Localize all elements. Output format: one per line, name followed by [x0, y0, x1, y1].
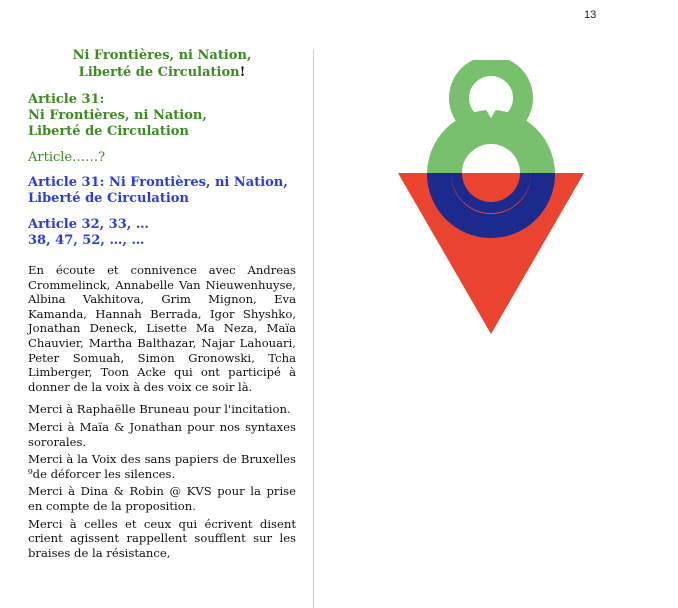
title-exclamation: ! [239, 65, 246, 80]
articles-more-line-2: 38, 47, 52, …, … [28, 233, 145, 248]
article-31-blue [28, 175, 296, 207]
article-31-green-line-2: Ni Frontières, ni Nation, [28, 108, 207, 123]
thanks-item: Merci à celles et ceux qui écrivent disent crient agissent rappellent soufflent sur les braises de la résistance, [28, 516, 296, 560]
article-31-blue-line-1: Article 31: Ni Frontières, ni Nation, [28, 175, 288, 190]
acknowledgement-paragraph: En écoute et connivence avec Andreas Crommelinck, Annabelle Van Nieuwenhuyse, Albina Vakhitova, Grim Mignon, Eva Kamanda, Hannah Berrada, Igor Shyshko, Jonathan Deneck, Lisette Ma Neza, Maïa Chauvier, Martha Balthazar, Najar Lahouari, Peter Somuah, Simon Gronowski, Tcha Limberger, Toon Acke qui ont participé à donner de la voix à des voix ce soir là. [28, 263, 296, 394]
triangle-eight-emblem-icon [398, 60, 584, 336]
article-31-blue-line-2: Liberté de Circulation [28, 191, 189, 206]
left-column [28, 47, 296, 563]
articles-more-line-1: Article 32, 33, … [28, 217, 149, 232]
thanks-item: Merci à Maïa & Jonathan pour nos syntaxes sororales. [28, 419, 296, 449]
page-number: 13 [584, 9, 597, 21]
thanks-list [28, 402, 296, 560]
title-line-2 [28, 64, 296, 81]
articles-more [28, 217, 296, 249]
article-31-green-line-3: Liberté de Circulation [28, 124, 189, 139]
column-divider [313, 50, 314, 608]
title-line-1: Ni Frontières, ni Nation, [72, 48, 252, 63]
thanks-item: Merci à Raphaëlle Bruneau pour l'incitation. [28, 402, 291, 417]
title-line-2-text: Liberté de Circulation [78, 65, 240, 80]
thanks-item: Merci à Dina & Robin @ KVS pour la prise en compte de la proposition. [28, 484, 296, 513]
article-31-green-line-1: Article 31: [28, 92, 105, 107]
page-title [28, 47, 296, 81]
article-placeholder: Article……? [28, 150, 106, 165]
article-31-green [28, 92, 296, 140]
thanks-item: Merci à la Voix des sans papiers de Bruxelles ⁹de déforcer les silences. [28, 452, 296, 481]
